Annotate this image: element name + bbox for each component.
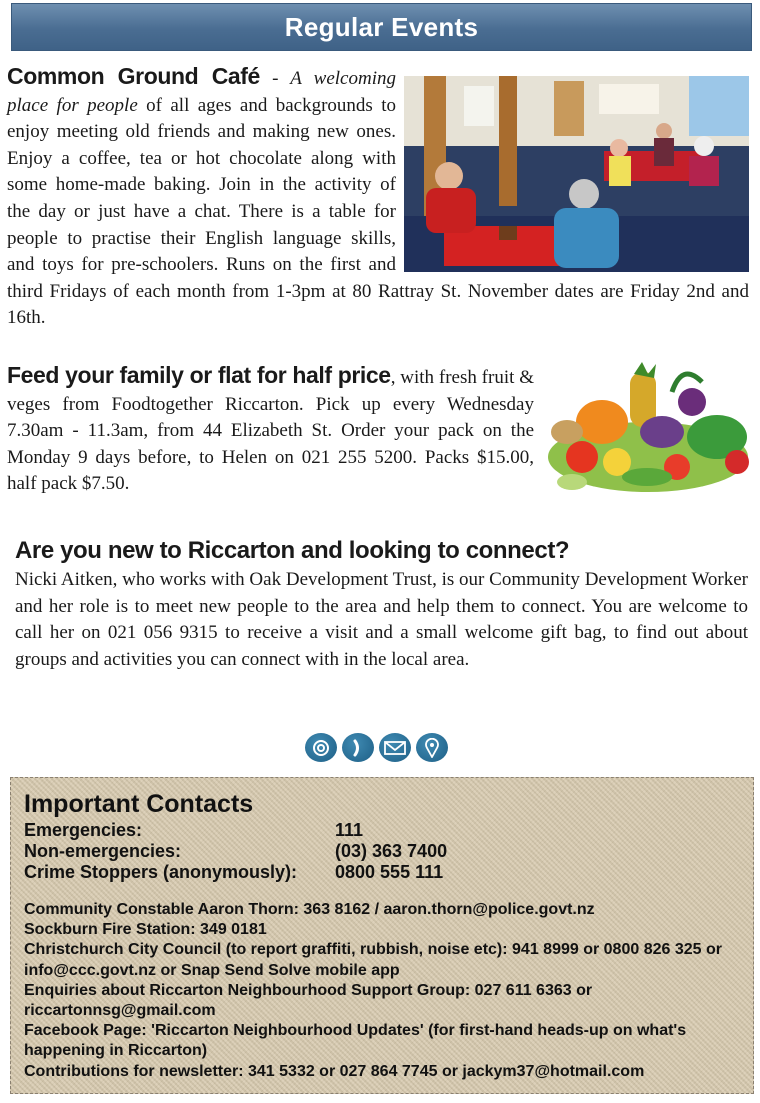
phone-icon xyxy=(342,733,374,762)
cafe-article xyxy=(7,63,749,332)
cafe-photo xyxy=(404,76,749,272)
contact-label: Crime Stoppers (anonymously): xyxy=(24,862,298,882)
at-sign-icon xyxy=(305,733,337,762)
banner-title: Regular Events xyxy=(284,11,479,42)
contact-line: Christchurch City Council (to report graffiti, rubbish, noise etc): 941 8999 or 0800 826 325 or info@ccc.govt.nz or Snap Send Solve mobile app xyxy=(24,941,722,979)
contact-row xyxy=(24,820,447,841)
newcomers-heading: Are you new to Riccarton and looking to connect? xyxy=(15,537,570,564)
contact-line: Enquiries about Riccarton Neighbourhood Support Group: 027 611 6363 or riccartonnsg@gmail.com xyxy=(24,981,593,1020)
newcomers-body: Nicki Aitken, who works with Oak Development Trust, is our Community Development Worker and her role is to meet new people to the area and help them to connect. You are welcome to call her on 021 056 9315 to receive a visit and a small welcome gift bag, to find out about groups and activities you can connect with in the local area. xyxy=(15,569,748,670)
contacts-title: Important Contacts xyxy=(24,790,254,818)
cafe-tagline: A welcoming place for people xyxy=(7,68,396,116)
contact-label: Emergencies: xyxy=(24,820,143,840)
fruit-veg-illustration xyxy=(542,362,754,495)
cafe-dash: - xyxy=(259,68,291,89)
contact-value: 0800 555 111 xyxy=(335,862,444,882)
food-body: , with fresh fruit & veges from Foodtogether Riccarton. Pick up every Wednesday 7.30am - 11.3am, from 44 Elizabeth St. Order your pack on the Monday 9 days before, to Helen on 021 255 5200. Packs $15.00, half pack $7.50. xyxy=(7,367,534,495)
contact-icons xyxy=(305,733,448,762)
contact-row xyxy=(24,841,447,862)
food-article xyxy=(7,362,749,499)
contact-line: Sockburn Fire Station: 349 0181 xyxy=(24,921,267,939)
contact-value: (03) 363 7400 xyxy=(335,841,448,861)
important-contacts-box xyxy=(10,777,754,1094)
other-contacts xyxy=(24,900,744,1082)
section-banner xyxy=(11,3,752,51)
contact-label: Non-emergencies: xyxy=(24,841,182,861)
location-pin-icon xyxy=(416,733,448,762)
primary-contacts xyxy=(24,820,447,883)
newcomers-article xyxy=(15,535,748,673)
contact-line: Contributions for newsletter: 341 5332 or 027 864 7745 or jackym37@hotmail.com xyxy=(24,1062,645,1080)
mail-icon xyxy=(379,733,411,762)
contact-row xyxy=(24,862,447,883)
cafe-heading: Common Ground Café xyxy=(7,63,260,89)
food-heading: Feed your family or flat for half price xyxy=(7,362,391,388)
contact-value: 111 xyxy=(335,820,364,840)
cafe-body: of all ages and backgrounds to enjoy meeting old friends and making new ones. Enjoy a coffee, tea or hot chocolate along with some home-made baking. Join in the activity of the day or just have a chat. There is a table for people to practise their English language skills, and toys for pre-schoolers. Runs on the first and third Fridays of each month from 1-3pm at 80 Rattray St. November dates are Friday 2nd and 16th. xyxy=(7,94,749,329)
contact-line: Community Constable Aaron Thorn: 363 8162 / aaron.thorn@police.govt.nz xyxy=(24,901,595,918)
contact-line: Facebook Page: 'Riccarton Neighbourhood Updates' (for first-hand heads-up on what's happening in Riccarton) xyxy=(24,1022,687,1060)
